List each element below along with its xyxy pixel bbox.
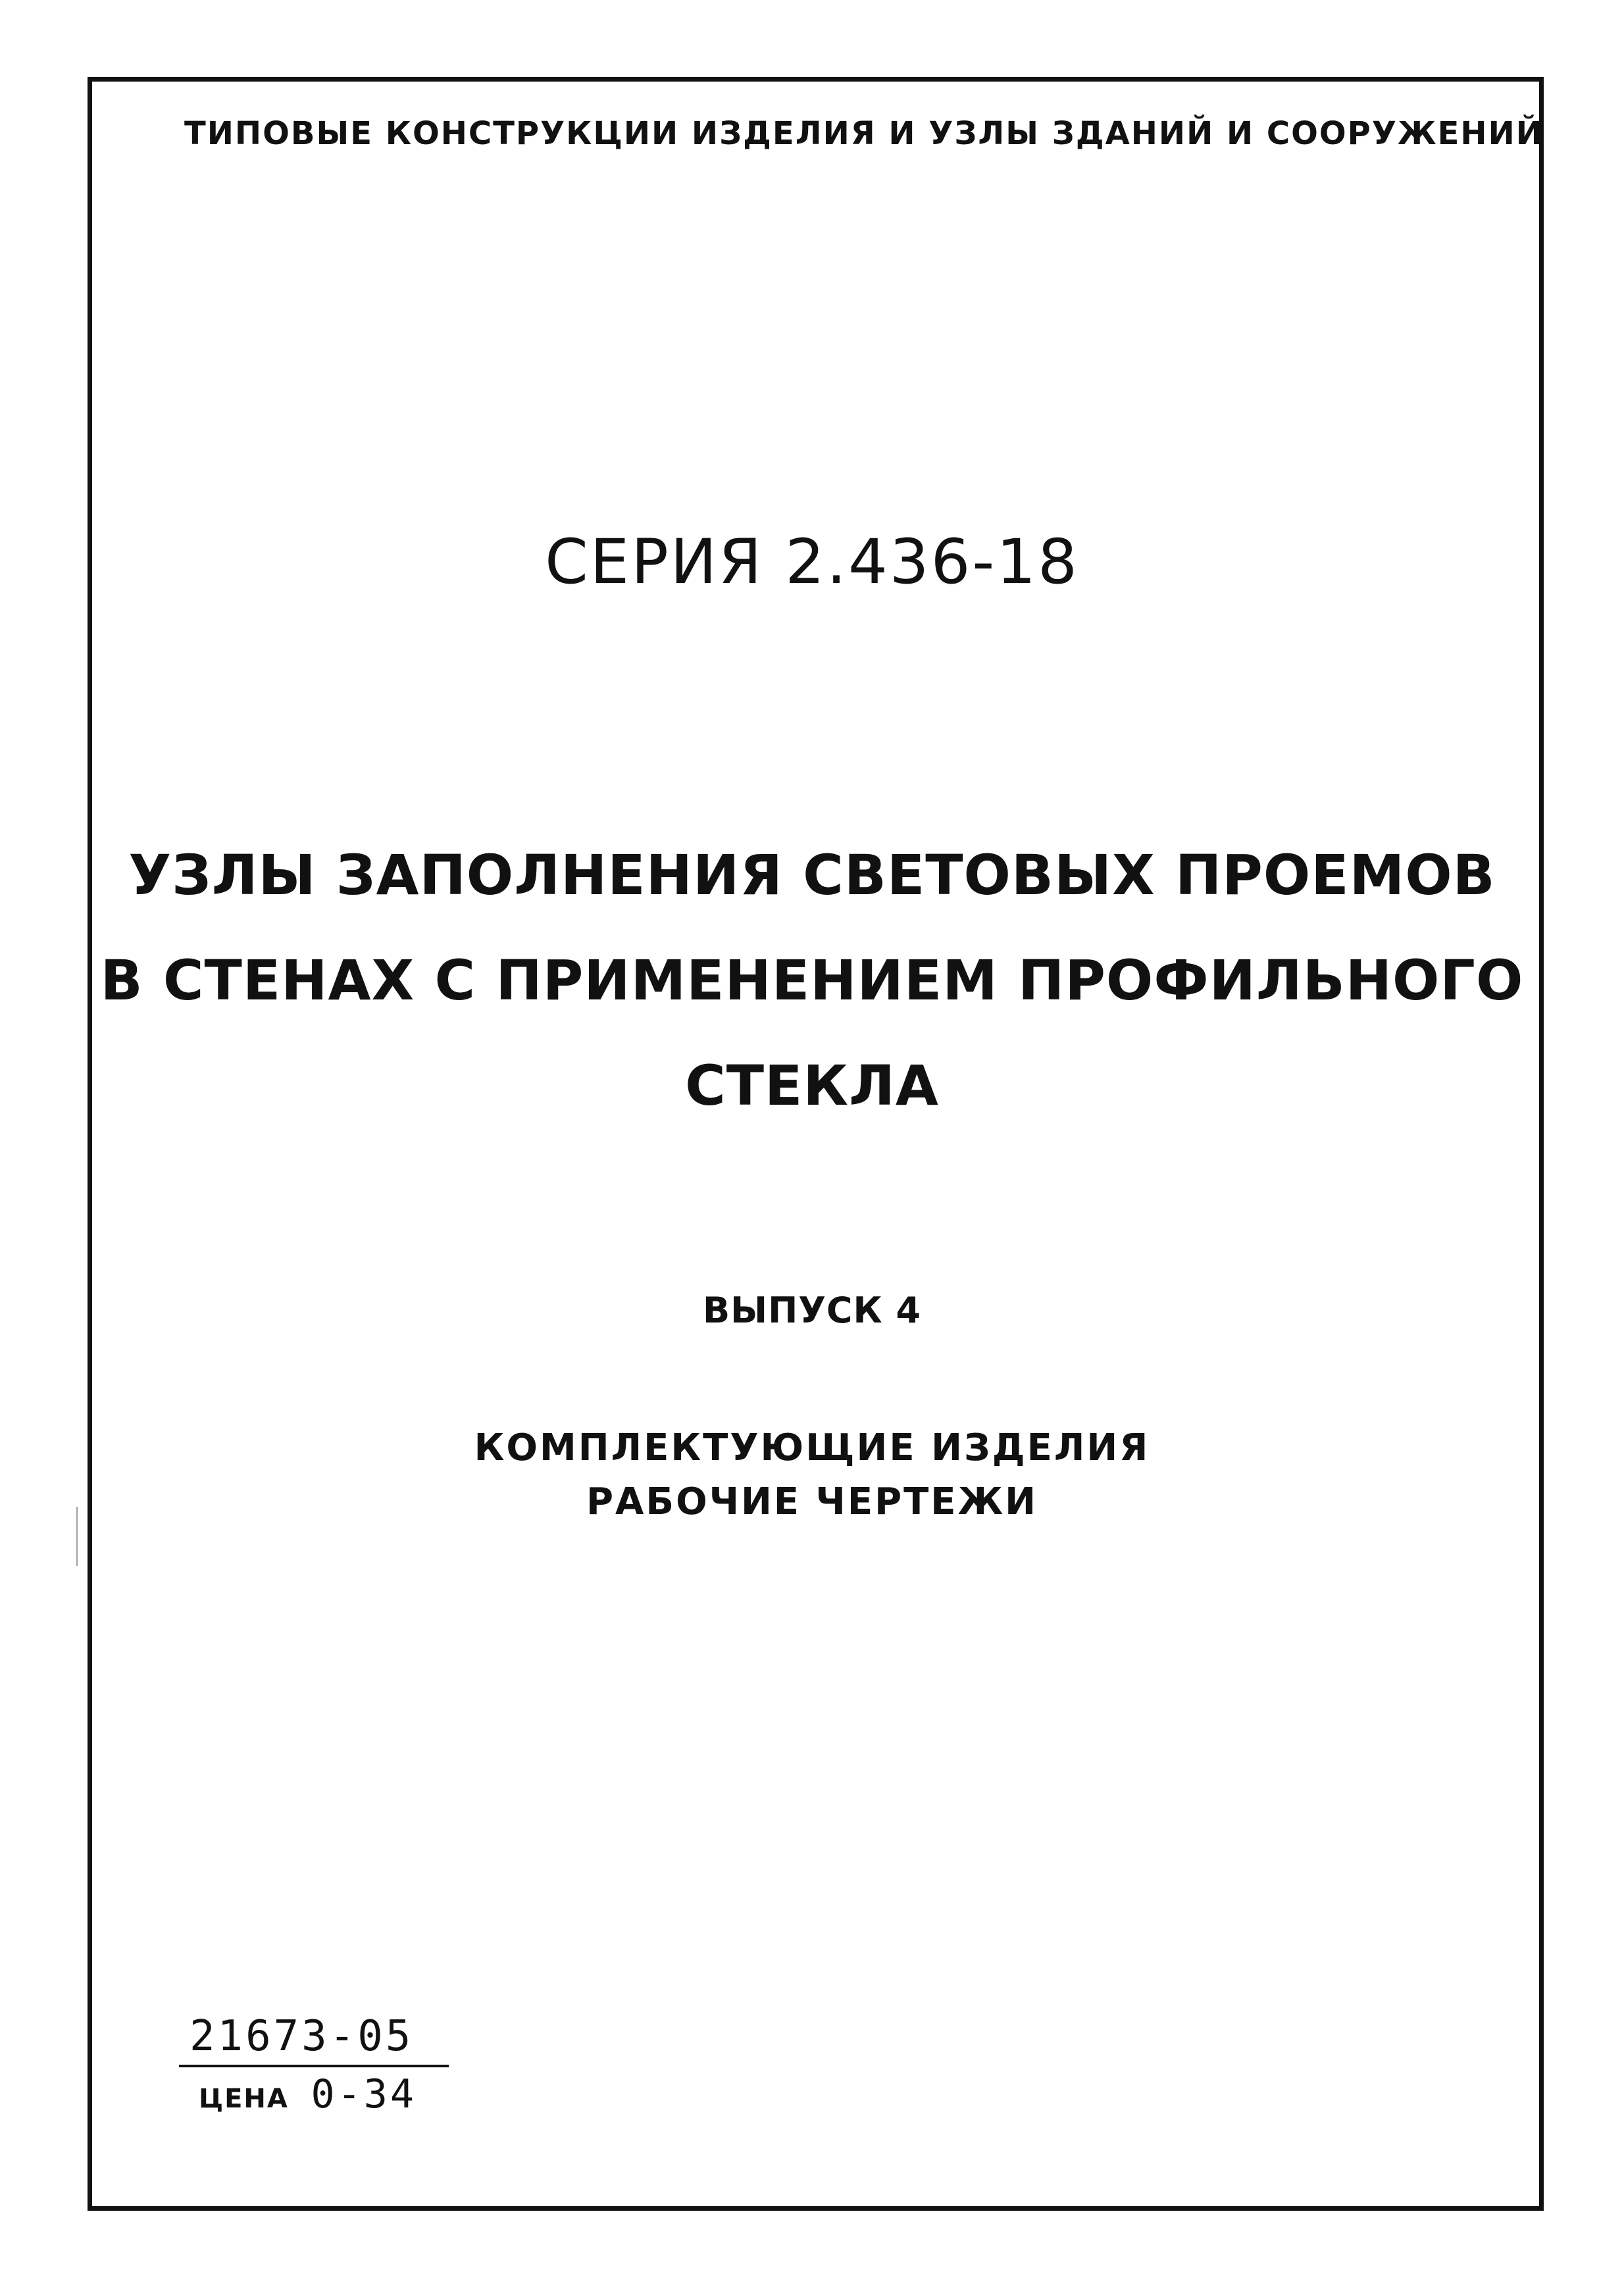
issue-label: ВЫПУСК 4 — [702, 1290, 922, 1331]
document-subtitle-line: КОМПЛЕКТУЮЩИЕ ИЗДЕЛИЯ — [474, 1426, 1150, 1469]
inventory-number: 21673-05 — [179, 2012, 449, 2067]
series-label: СЕРИЯ 2.436-18 — [545, 526, 1079, 598]
document-title-line: В СТЕНАХ С ПРИМЕНЕНИЕМ ПРОФИЛЬНОГО — [100, 948, 1524, 1013]
document-title — [0, 822, 1624, 1138]
document-title-line: УЗЛЫ ЗАПОЛНЕНИЯ СВЕТОВЫХ ПРОЕМОВ — [128, 843, 1496, 907]
page-frame — [88, 77, 1544, 2211]
document-title-line: СТЕКЛА — [685, 1053, 939, 1118]
price-value: 0-34 — [311, 2071, 417, 2117]
document-subtitle — [0, 1421, 1624, 1529]
price-label: ЦЕНА — [199, 2084, 289, 2114]
document-subtitle-line: РАБОЧИЕ ЧЕРТЕЖИ — [586, 1480, 1038, 1523]
series-header: ТИПОВЫЕ КОНСТРУКЦИИ ИЗДЕЛИЯ И УЗЛЫ ЗДАНИЙ И СООРУЖЕНИЙ — [184, 115, 1544, 152]
price-row — [179, 2071, 469, 2117]
inventory-block — [179, 2012, 469, 2117]
